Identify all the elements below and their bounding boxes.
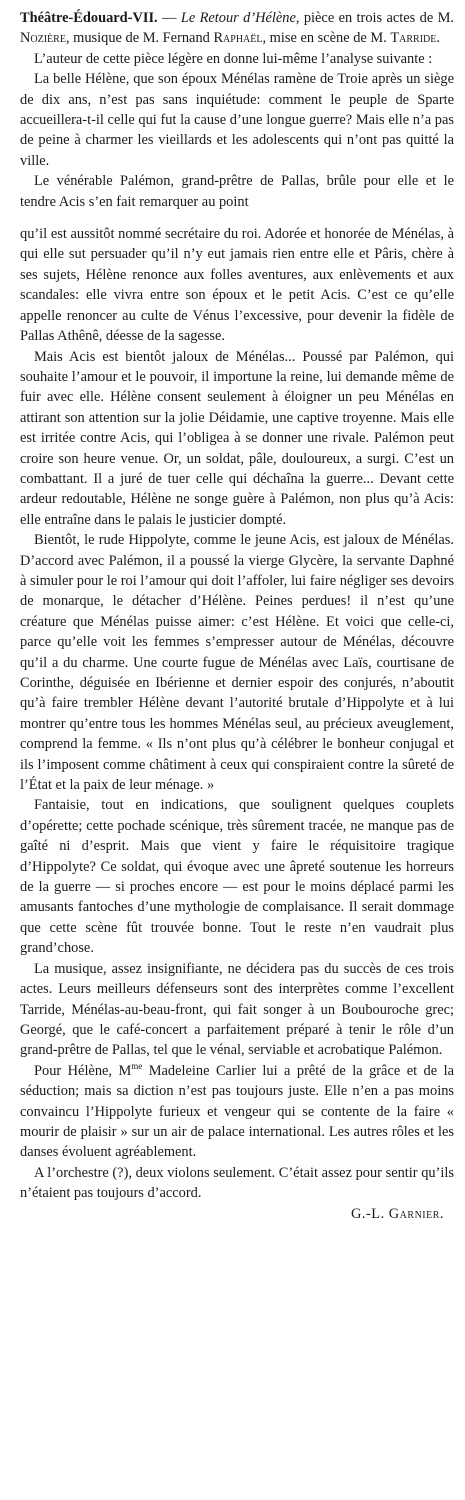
- header-desc-4: .: [436, 30, 440, 47]
- paragraph-palemon: Le vénérable Palémon, grand-prêtre de Pallas, brûle pour elle et le tendre Acis s’en fait remarquer au point: [20, 173, 454, 210]
- play-title: Le Retour d’Hélène: [180, 10, 296, 26]
- paragraph-hippolyte: Bientôt, le rude Hippolyte, comme le jeune Acis, est jaloux de Ménélas. D’accord avec Palémon, il a poussé la vierge Glycère, la servante Daphné à simuler pour le roi l’amour qui doit l’affoler, lui faire négliger ses devoirs de monarque, le détacher d’Hélène. Peines perdues! il n’est qu’une créature que Ménélas puisse aimer: c’est Hélène. Et voici que celle-ci, parce qu’elle voit les femmes s’empresser autour de Ménélas, découvre qu’il a du charme. Une courte fugue de Ménélas avec Laïs, courtisane de Corinthe, déguisée en Ibérienne et dernier espoir des conjurés, n’aboutit qu’à faire trembler Hélène devant l’autorité brutale d’Hippolyte et à lui montrer qu’entre tous les hommes Ménélas seul, au précieux aveuglement, comprend la femme. « Ils n’ont plus qu’à célébrer le bonheur conjugal et ils l’imposent comme châtiment à ceux qui conspiraient contre la sûreté de l’État et la paix de leur ménage. »: [20, 532, 454, 794]
- madame-abbrev: me: [131, 1060, 143, 1071]
- header-dash: —: [157, 10, 181, 26]
- paragraph-orchestre: A l’orchestre (?), deux violons seulement. C’était assez pour sentir qu’ils n’étaient pas toujours d’accord.: [20, 1164, 454, 1202]
- author-name: Nozière: [20, 30, 66, 47]
- author-signature: G.-L. Garnier.: [351, 1205, 444, 1222]
- paragraph-intro: L’auteur de cette pièce légère en donne lui-même l’analyse suivante :: [34, 50, 433, 67]
- director-name: Tarride: [390, 30, 437, 47]
- carlier-name: Madeleine Carlier lui a prêté: [142, 1062, 333, 1079]
- header-desc-3: , mise en scène de M.: [262, 30, 391, 47]
- paragraph-musique: La musique, assez insignifiante, ne décidera pas du succès de ces trois actes. Leurs meilleurs défenseurs sont des interprètes comme l’excellent Tarride, Ménélas-au-beau-front, qui fait songer à un Boubouroche grec; Georgé, que le café-concert a parfaitement préparé à tenir le rôle d’un grand-prêtre de Pallas, tel que le vénal, serviable et acrobatique Palémon.: [20, 960, 454, 1059]
- paragraph-acis-secretary: qu’il est aussitôt nommé secrétaire du roi. Adorée et honorée de Ménélas, à qui elle sut persuader qu’il n’y eut jamais rien entre elle et Pâris, chère à ses sujets, Hélène renonce aux folles aventures, aux enlèvements et aux scandales: elle vivra entre son époux et le petit Acis. C’est ce qu’elle appelle renoncer au culte de Vénus l’excessive, pour devenir la fidèle de Pallas Athênê, déesse de la sagesse.: [20, 226, 454, 345]
- theatre-name: Théâtre-Édouard-VII.: [20, 10, 158, 26]
- review-header: [20, 8, 454, 49]
- header-desc-1: , pièce en trois actes de M.: [295, 10, 454, 26]
- carlier-body: de la grâce et de la séduction; mais sa diction n’est pas toujours juste. Elle n’en a pas moins convaincu l’Hippolyte furieux et vengeur qui se contente de la faire « mourir de plaisir » sur un air de palace international. Les autres rôles et les danses évoluent agréablement.: [20, 1062, 454, 1161]
- paragraph-carlier: [20, 1061, 454, 1163]
- paragraph-fantaisie: Fantaisie, tout en indications, que soulignent quelques couplets d’opérette; cette pochade scénique, très sûrement tracée, ne manque pas de gaîté ni d’esprit. Mais que vient y faire le réquisitoire tragique d’Hippolyte? Ce soldat, qui évoque avec une âpreté soutenue les horreurs de la guerre — si proches encore — est pour le moins déplacé parmi les amusants fantoches d’une mythologie de complaisance. Il serait dommage que cette scène fût trouvée bonne. Tout le reste n’en vaudrait plus grand’chose.: [20, 797, 454, 957]
- header-desc-2: , musique de M. Fernand: [65, 30, 214, 47]
- paragraph-helene-return: La belle Hélène, que son époux Ménélas ramène de Troie après un siège de dix ans, n’est pas sans inquiétude: comment le peuple de Sparte accueillera-t-il celle qui fut la cause d’une longue guerre? Mais elle n’a pas de peine à charmer les vieillards et les adolescents qui n’ont pas quitté la ville.: [20, 71, 454, 169]
- composer-name: Raphaël: [213, 30, 263, 47]
- paragraph-acis-jealous: Mais Acis est bientôt jaloux de Ménélas... Poussé par Palémon, qui souhaite l’amour et le pouvoir, il importune la reine, lui demande même de fuir avec elle. Hélène consent seulement à éloigner un peu Ménélas en attirant son attention sur la jolie Déidamie, une captive troyenne. Mais elle est irritée contre Acis, qui l’obligea à se donner une rivale. Palémon peut croire son heure venue. Or, un soldat, pâle, douloureux, a surgi. C’est un combattant. Il a juré de tuer celle qui déchaîna la guerre... Devant cette ardeur redoutable, Hélène ne songe guère à Palémon, non plus qu’à Acis: elle entraîne dans le palais le justicier dompté.: [20, 348, 454, 528]
- carlier-lead: Pour Hélène, M: [34, 1062, 132, 1079]
